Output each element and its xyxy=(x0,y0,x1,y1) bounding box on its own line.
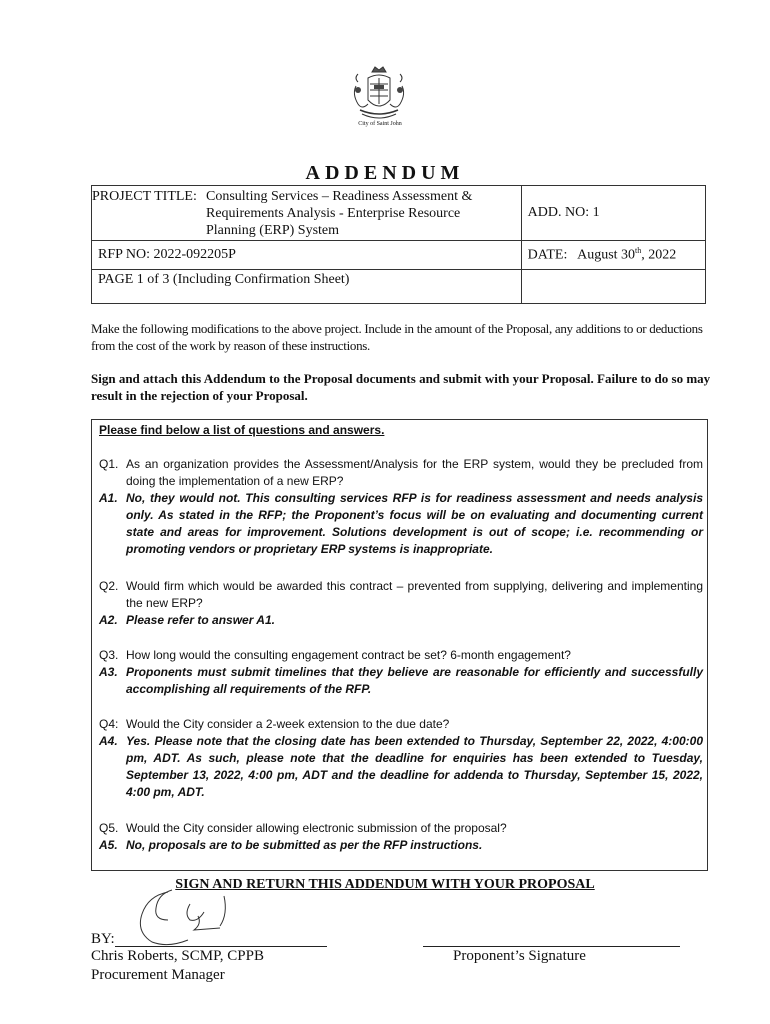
rfp-no-cell: RFP NO: 2022-092205P xyxy=(92,241,522,270)
qa-item xyxy=(99,578,703,629)
answer-text: Proponents must submit timelines that they believe are reasonable for efficiently and successfully accomplishing all requirements of the RFP. xyxy=(126,665,703,696)
date-value: August 30 xyxy=(577,247,636,263)
by-label: BY: xyxy=(91,931,115,947)
question-number: Q1. xyxy=(99,457,119,471)
date-suffix: th xyxy=(635,246,642,256)
question-text: As an organization provides the Assessment/Analysis for the ERP system, would they be precluded from doing the implementation of a new ERP? xyxy=(126,457,703,488)
answer-text: No, they would not. This consulting services RFP is for readiness assessment and needs analysis only. As stated in the RFP; the Proponent’s focus will be on evaluating and documenting current state and areas for improvement. Solutions development is out of scope; i.e. recommending or promoting vendors or proprietary ERP systems is inappropriate. xyxy=(126,491,703,556)
empty-cell xyxy=(521,270,705,304)
proponent-signature-label: Proponent’s Signature xyxy=(453,948,586,964)
add-no-cell: ADD. NO: 1 xyxy=(521,186,705,241)
answer-text: No, proposals are to be submitted as per the RFP instructions. xyxy=(126,838,483,852)
page-cell: PAGE 1 of 3 (Including Confirmation Sheet) xyxy=(92,270,522,304)
qa-item xyxy=(99,820,703,854)
signer-name: Chris Roberts, SCMP, CPPB xyxy=(91,948,264,964)
answer-number: A5. xyxy=(99,838,118,852)
date-year: , 2022 xyxy=(641,247,677,263)
question-number: Q3. xyxy=(99,648,119,662)
question-number: Q5. xyxy=(99,821,119,835)
question-number: Q2. xyxy=(99,579,119,593)
question-text: Would the City consider allowing electronic submission of the proposal? xyxy=(126,821,507,835)
question-text: How long would the consulting engagement contract be set? 6-month engagement? xyxy=(126,648,571,662)
project-title-text: Consulting Services – Readiness Assessment & Requirements Analysis - Enterprise Resource Planning (ERP) System xyxy=(206,189,473,238)
handwritten-signature xyxy=(128,886,248,948)
proponent-signature-line xyxy=(423,946,680,947)
intro-text: Make the following modifications to the above project. Include in the amount of the Proposal, any additions to or deductions from the cost of the work by reason of these instructions. xyxy=(91,321,703,353)
answer-text: Yes. Please note that the closing date has been extended to Thursday, September 22, 2022, 4:00:00 pm, ADT. As such, please note that the deadline for enquiries has been extended to Tuesday, September 13, 2022, 4:00 pm, ADT and the deadline for addenda to Thursday, September 15, 2022, 4:00 pm, ADT. xyxy=(126,734,703,799)
answer-number: A3. xyxy=(99,665,118,679)
project-title-label: PROJECT TITLE: xyxy=(92,189,197,204)
by-signature-line xyxy=(115,946,327,947)
answer-text: Please refer to answer A1. xyxy=(126,613,275,627)
qa-item xyxy=(99,456,703,558)
sign-return-note: SIGN AND RETURN THIS ADDENDUM WITH YOUR PROPOSAL xyxy=(175,877,595,892)
answer-number: A2. xyxy=(99,613,118,627)
date-label: DATE: xyxy=(527,247,568,263)
answer-number: A1. xyxy=(99,491,118,505)
logo-caption: City of Saint John xyxy=(358,121,402,127)
header-table xyxy=(91,185,706,304)
project-title-cell xyxy=(92,186,522,241)
document-title: ADDENDUM xyxy=(305,162,465,184)
date-cell xyxy=(521,241,705,270)
qa-item xyxy=(99,716,703,801)
question-text: Would the City consider a 2-week extension to the due date? xyxy=(126,717,450,731)
question-number: Q4: xyxy=(99,717,119,731)
question-text: Would firm which would be awarded this contract – prevented from supplying, delivering and implementing the new ERP? xyxy=(126,579,703,610)
signer-title: Procurement Manager xyxy=(91,967,225,983)
qa-item xyxy=(99,647,703,698)
answer-number: A4. xyxy=(99,734,118,748)
qa-heading: Please find below a list of questions and answers. xyxy=(99,423,385,437)
qa-box xyxy=(91,419,708,871)
sign-note: Sign and attach this Addendum to the Proposal documents and submit with your Proposal. Failure to do so may result in the rejection of your Proposal. xyxy=(91,371,711,403)
